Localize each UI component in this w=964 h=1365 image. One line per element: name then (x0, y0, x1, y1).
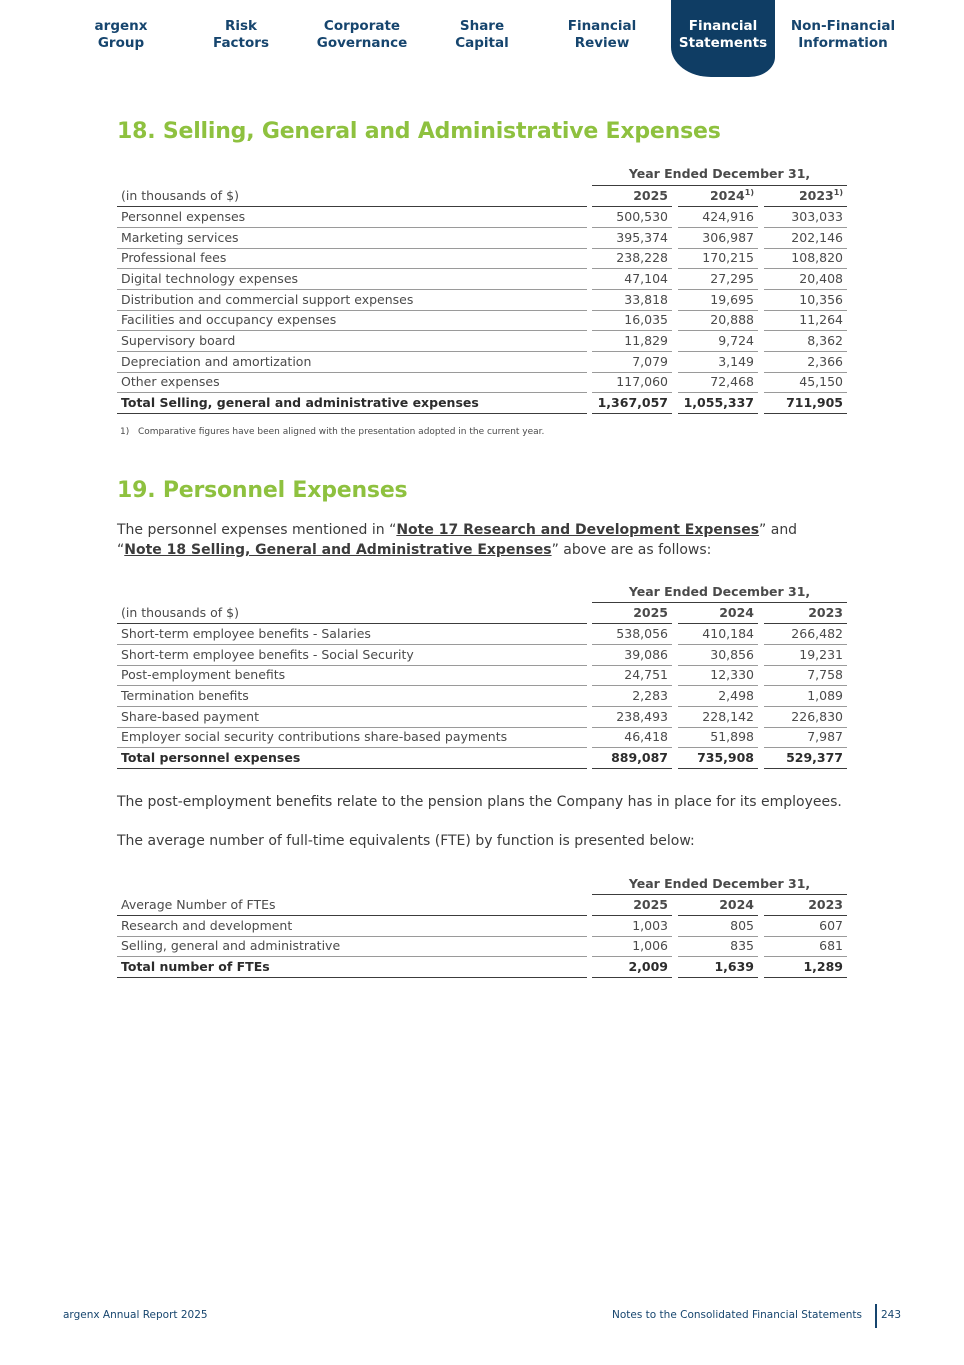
value-2025: 889,087 (592, 748, 672, 769)
value-2025: 500,530 (592, 207, 672, 228)
nav-label: Group (97, 35, 145, 51)
value-2023: 607 (764, 916, 847, 937)
value-2024: 410,184 (678, 624, 758, 645)
table-row (117, 269, 847, 290)
value-2025: 1,367,057 (592, 393, 672, 414)
value-2023: 711,905 (764, 393, 847, 414)
personnel-expenses-table (117, 584, 847, 774)
nav-label: Statements (678, 35, 768, 51)
value-2024: 72,468 (678, 372, 758, 393)
table-row (117, 916, 847, 937)
col-header: 2025 (592, 895, 672, 916)
col-header: 2023 (764, 895, 847, 916)
table-row (117, 372, 847, 393)
nav-label: Risk (224, 18, 258, 34)
nav-label: Financial (688, 18, 758, 34)
footnote-mark: 1) (744, 188, 754, 197)
value-2023: 20,408 (764, 269, 847, 290)
value-2025: 7,079 (592, 352, 672, 373)
table-row (117, 228, 847, 249)
value-2024: 19,695 (678, 290, 758, 311)
value-2024: 51,898 (678, 727, 758, 748)
footnote (120, 427, 544, 437)
sga-expenses-table (117, 166, 847, 416)
row-label: Total Selling, general and administrative expenses (117, 393, 587, 414)
value-2024: 20,888 (678, 310, 758, 331)
value-2024: 27,295 (678, 269, 758, 290)
intro-text: “ (117, 542, 125, 558)
footer-section-title: Notes to the Consolidated Financial Statements (612, 1309, 862, 1321)
nav-tab-non-financial-information[interactable] (783, 0, 903, 80)
row-label: Supervisory board (117, 331, 587, 352)
intro-text: ” above are as follows: (551, 542, 712, 558)
table-row (117, 331, 847, 352)
col-header: 2024 (678, 603, 758, 624)
row-label: Distribution and commercial support expenses (117, 290, 587, 311)
value-2024: 424,916 (678, 207, 758, 228)
label-header: (in thousands of $) (117, 603, 587, 624)
col-header: 2025 (592, 603, 672, 624)
value-2023: 681 (764, 936, 847, 957)
value-2023: 108,820 (764, 248, 847, 269)
value-2023: 7,758 (764, 665, 847, 686)
value-2025: 16,035 (592, 310, 672, 331)
value-2025: 2,283 (592, 686, 672, 707)
value-2024: 306,987 (678, 228, 758, 249)
value-2023: 8,362 (764, 331, 847, 352)
footnote-mark: 1) (833, 188, 843, 197)
nav-label: Corporate (323, 18, 401, 34)
row-label: Total personnel expenses (117, 748, 587, 769)
table-row (117, 207, 847, 228)
row-label: Other expenses (117, 372, 587, 393)
value-2023: 266,482 (764, 624, 847, 645)
value-2023: 1,289 (764, 957, 847, 978)
value-2023: 303,033 (764, 207, 847, 228)
nav-label: Review (574, 35, 630, 51)
value-2025: 39,086 (592, 645, 672, 666)
row-label: Depreciation and amortization (117, 352, 587, 373)
row-label: Employer social security contributions share-based payments (117, 727, 587, 748)
col-header-with-footnote (678, 186, 758, 207)
table-header-row (117, 186, 847, 207)
table-row (117, 665, 847, 686)
row-label: Digital technology expenses (117, 269, 587, 290)
top-navigation (0, 0, 964, 80)
value-2024: 735,908 (678, 748, 758, 769)
nav-tab-argenx-group[interactable] (61, 0, 181, 80)
value-2025: 2,009 (592, 957, 672, 978)
value-2023: 2,366 (764, 352, 847, 373)
value-2023: 202,146 (764, 228, 847, 249)
value-2024: 805 (678, 916, 758, 937)
value-2024: 1,639 (678, 957, 758, 978)
nav-label: Governance (316, 35, 408, 51)
row-label: Termination benefits (117, 686, 587, 707)
row-label: Marketing services (117, 228, 587, 249)
label-header: Average Number of FTEs (117, 895, 587, 916)
col-year: 2024 (709, 188, 745, 203)
value-2023: 45,150 (764, 372, 847, 393)
value-2024: 170,215 (678, 248, 758, 269)
nav-label: Financial (567, 18, 637, 34)
nav-label: Non-Financial (790, 18, 896, 34)
value-2024: 228,142 (678, 707, 758, 728)
value-2025: 238,228 (592, 248, 672, 269)
col-header: 2023 (764, 603, 847, 624)
value-2023: 11,264 (764, 310, 847, 331)
row-label: Professional fees (117, 248, 587, 269)
value-2024: 9,724 (678, 331, 758, 352)
value-2025: 395,374 (592, 228, 672, 249)
value-2025: 47,104 (592, 269, 672, 290)
nav-label: argenx (94, 18, 148, 34)
year-header: Year Ended December 31, (628, 584, 811, 599)
value-2025: 33,818 (592, 290, 672, 311)
value-2025: 46,418 (592, 727, 672, 748)
value-2024: 835 (678, 936, 758, 957)
table-row (117, 624, 847, 645)
value-2025: 238,493 (592, 707, 672, 728)
nav-label: Share (459, 18, 505, 34)
table-row (117, 727, 847, 748)
table-row (117, 686, 847, 707)
nav-label: Capital (455, 35, 509, 51)
table-row (117, 352, 847, 373)
value-2023: 19,231 (764, 645, 847, 666)
nav-tab-financial-review[interactable] (542, 0, 662, 80)
value-2025: 1,003 (592, 916, 672, 937)
col-year: 2023 (798, 188, 834, 203)
year-header: Year Ended December 31, (628, 876, 811, 891)
table-header-row (117, 895, 847, 916)
year-header: Year Ended December 31, (628, 166, 811, 181)
total-row (117, 957, 847, 978)
col-header-with-footnote (764, 186, 847, 207)
table-header-row (117, 603, 847, 624)
intro-text: ” and (759, 522, 798, 538)
nav-tab-share-capital[interactable] (422, 0, 542, 80)
table-row (117, 707, 847, 728)
row-label: Short-term employee benefits - Social Security (117, 645, 587, 666)
section-19-title: 19. Personnel Expenses (117, 478, 408, 503)
value-2025: 24,751 (592, 665, 672, 686)
fte-intro-paragraph: The average number of full-time equivalents (FTE) by function is presented below: (117, 833, 695, 849)
col-header: 2024 (678, 895, 758, 916)
nav-tab-risk-factors[interactable] (181, 0, 301, 80)
pension-paragraph: The post-employment benefits relate to the pension plans the Company has in place for its employees. (117, 794, 842, 810)
note-17-link[interactable]: Note 17 Research and Development Expenses (396, 522, 760, 538)
table-row (117, 310, 847, 331)
table-row (117, 248, 847, 269)
value-2023: 226,830 (764, 707, 847, 728)
row-label: Selling, general and administrative (117, 936, 587, 957)
value-2023: 529,377 (764, 748, 847, 769)
intro-paragraph (117, 520, 837, 560)
table-row (117, 290, 847, 311)
intro-text: The personnel expenses mentioned in “ (117, 522, 397, 538)
nav-tab-financial-statements[interactable] (671, 0, 775, 77)
footer-report-title: argenx Annual Report 2025 (63, 1309, 208, 1321)
value-2024: 12,330 (678, 665, 758, 686)
row-label: Research and development (117, 916, 587, 937)
table-row (117, 936, 847, 957)
value-2025: 538,056 (592, 624, 672, 645)
value-2025: 11,829 (592, 331, 672, 352)
row-label: Short-term employee benefits - Salaries (117, 624, 587, 645)
label-header: (in thousands of $) (117, 186, 587, 207)
row-label: Total number of FTEs (117, 957, 587, 978)
total-row (117, 393, 847, 414)
value-2023: 7,987 (764, 727, 847, 748)
value-2024: 30,856 (678, 645, 758, 666)
value-2024: 1,055,337 (678, 393, 758, 414)
value-2025: 117,060 (592, 372, 672, 393)
nav-label: Information (798, 35, 888, 51)
total-row (117, 748, 847, 769)
value-2025: 1,006 (592, 936, 672, 957)
nav-tab-corporate-governance[interactable] (302, 0, 422, 80)
value-2023: 1,089 (764, 686, 847, 707)
note-18-link[interactable]: Note 18 Selling, General and Administrative Expenses (124, 542, 552, 558)
footnote-number: 1) (120, 427, 130, 437)
value-2023: 10,356 (764, 290, 847, 311)
footnote-text: Comparative figures have been aligned with the presentation adopted in the current year. (138, 427, 545, 437)
value-2024: 3,149 (678, 352, 758, 373)
fte-table (117, 876, 847, 986)
page-number: 243 (881, 1309, 902, 1321)
section-18-title: 18. Selling, General and Administrative Expenses (117, 119, 721, 144)
row-label: Share-based payment (117, 707, 587, 728)
row-label: Personnel expenses (117, 207, 587, 228)
row-label: Facilities and occupancy expenses (117, 310, 587, 331)
footer-divider (875, 1304, 877, 1328)
table-row (117, 645, 847, 666)
row-label: Post-employment benefits (117, 665, 587, 686)
col-header: 2025 (592, 186, 672, 207)
value-2024: 2,498 (678, 686, 758, 707)
nav-label: Factors (213, 35, 269, 51)
